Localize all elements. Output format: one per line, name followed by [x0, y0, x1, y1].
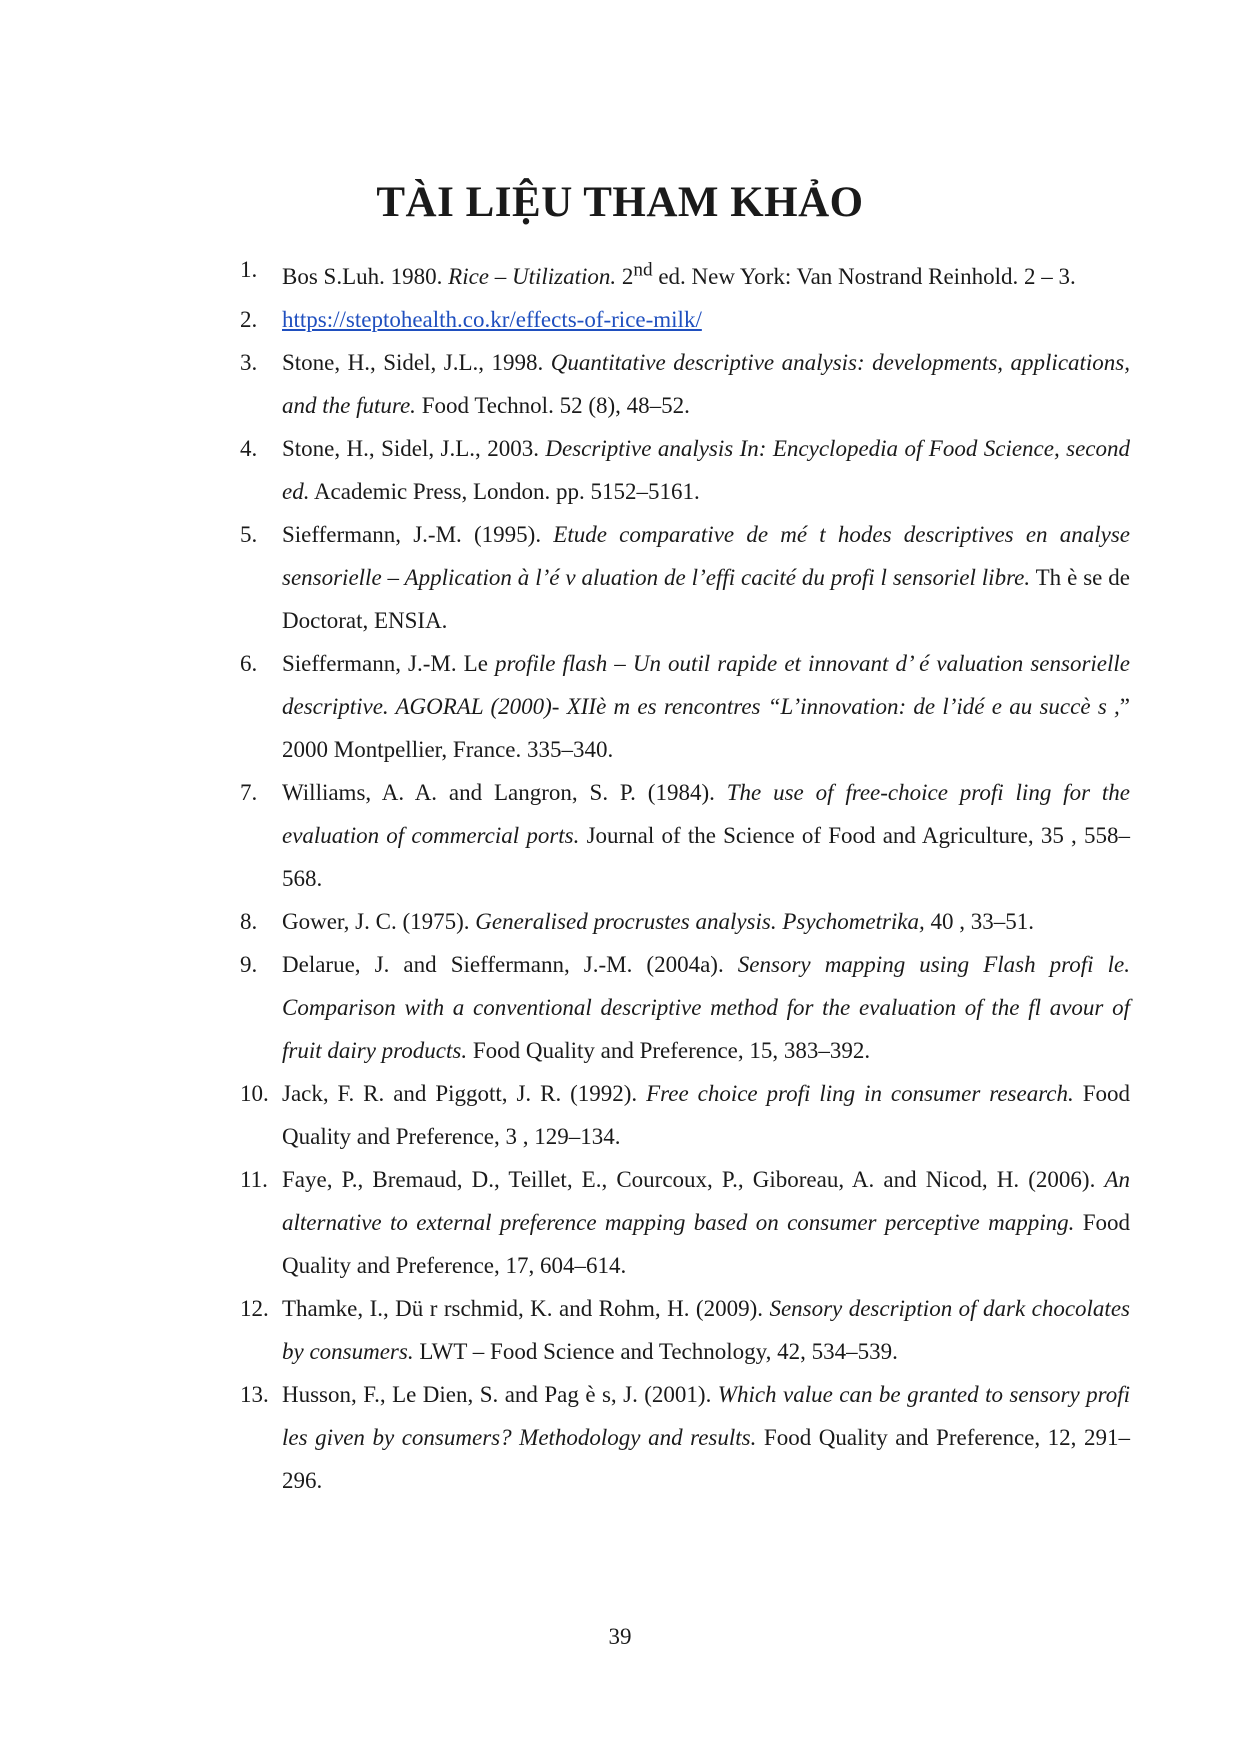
reference-segment: Th è se de Doctorat, ENSIA.	[282, 564, 1130, 633]
reference-title: Etude comparative de mé t hodes descriptives en analyse sensorielle – Application à l’é v aluation de l’effi cacité du profi l sensoriel libre.	[282, 521, 1130, 590]
reference-text	[282, 307, 702, 332]
reference-segment: Stone, H., Sidel, J.L., 2003.	[282, 435, 546, 461]
reference-title: Which value can be granted to sensory profi les given by consumers? Methodology and results.	[282, 1381, 1131, 1450]
reference-segment: ed. New York: Van Nostrand Reinhold. 2 – 3.	[652, 263, 1076, 289]
reference-item	[240, 427, 1130, 513]
reference-segment: Jack, F. R. and Piggott, J. R. (1992).	[282, 1080, 647, 1106]
reference-text	[282, 1167, 1130, 1278]
reference-segment: Gower, J. C. (1975).	[282, 908, 476, 934]
reference-link[interactable]: https://steptohealth.co.kr/effects-of-rice-milk/	[282, 306, 702, 332]
reference-number: 7.	[240, 779, 258, 805]
reference-number: 5.	[240, 521, 258, 547]
reference-number: 2.	[240, 306, 258, 332]
reference-item	[240, 341, 1130, 427]
reference-segment: Sieffermann, J.-M. (1995).	[282, 521, 554, 547]
reference-segment: Food Quality and Preference, 12, 291–296.	[282, 1424, 1130, 1493]
reference-item	[240, 248, 1130, 298]
reference-number: 1.	[240, 257, 258, 282]
superscript-text: nd	[633, 259, 653, 280]
page-title: TÀI LIỆU THAM KHẢO	[376, 179, 864, 226]
page-number: 39	[608, 1624, 632, 1649]
reference-item	[240, 1158, 1130, 1287]
reference-title: Generalised procrustes analysis. Psychometrika,	[475, 908, 925, 934]
reference-text	[282, 436, 1130, 504]
reference-title: Sensory description of dark chocolates by consumers.	[282, 1295, 1130, 1364]
reference-item	[240, 1373, 1130, 1502]
reference-list	[240, 248, 1130, 1502]
reference-number: 4.	[240, 435, 258, 461]
reference-item	[240, 771, 1130, 900]
reference-title: Quantitative descriptive analysis: developments, applications, and the future.	[282, 349, 1131, 418]
reference-number: 12.	[240, 1295, 269, 1321]
reference-segment: Thamke, I., Dü r rschmid, K. and Rohm, H. (2009).	[282, 1295, 770, 1321]
reference-number: 10.	[240, 1080, 269, 1106]
reference-segment: ” 2000 Montpellier, France. 335–340.	[282, 693, 1130, 762]
reference-segment: Husson, F., Le Dien, S. and Pag è s, J. (2001).	[282, 1381, 718, 1407]
reference-segment: Food Quality and Preference, 3 , 129–134.	[282, 1080, 1131, 1149]
reference-title: profile flash – Un outil rapide et innovant d’ é valuation sensorielle descriptive. AGORAL (2000)- XIIè m es rencontres “L’innovation: de l’idé e au succè s ,	[282, 650, 1130, 719]
reference-number: 11.	[240, 1166, 268, 1192]
reference-segment: Delarue, J. and Sieffermann, J.-M. (2004a).	[282, 951, 738, 977]
reference-segment: Food Technol. 52 (8), 48–52.	[415, 392, 690, 418]
reference-title: The use of free-choice profi ling for the evaluation of commercial ports.	[282, 779, 1130, 848]
reference-segment: Sieffermann, J.-M. Le	[282, 650, 495, 676]
reference-title: Sensory mapping using Flash profi le. Comparison with a conventional descriptive method for the evaluation of the fl avour of fruit dairy products.	[282, 951, 1130, 1063]
reference-title: An alternative to external preference mapping based on consumer perceptive mapping.	[282, 1166, 1130, 1235]
reference-segment: Journal of the Science of Food and Agriculture, 35 , 558–568.	[282, 822, 1130, 891]
reference-segment: Williams, A. A. and Langron, S. P. (1984).	[282, 779, 727, 805]
reference-text	[282, 259, 1076, 289]
reference-number: 8.	[240, 908, 258, 934]
reference-text	[282, 780, 1130, 891]
reference-segment: Food Quality and Preference, 17, 604–614.	[282, 1209, 1130, 1278]
reference-segment: Faye, P., Bremaud, D., Teillet, E., Courcoux, P., Giboreau, A. and Nicod, H. (2006).	[282, 1166, 1105, 1192]
reference-text	[282, 952, 1130, 1063]
reference-text	[282, 1382, 1130, 1493]
reference-number: 6.	[240, 650, 258, 676]
reference-text	[282, 1296, 1130, 1364]
reference-segment: Bos S.Luh. 1980.	[282, 263, 449, 289]
reference-segment: Academic Press, London. pp. 5152–5161.	[309, 478, 700, 504]
reference-number: 9.	[240, 951, 258, 977]
reference-item	[240, 943, 1130, 1072]
reference-text	[282, 350, 1130, 418]
reference-text	[282, 1081, 1130, 1149]
reference-segment: Food Quality and Preference, 15, 383–392.	[467, 1037, 871, 1063]
reference-text	[282, 651, 1130, 762]
reference-item	[240, 1287, 1130, 1373]
reference-text	[282, 909, 1034, 934]
reference-text	[282, 522, 1130, 633]
reference-item	[240, 298, 1130, 341]
reference-item	[240, 900, 1130, 943]
reference-segment: LWT – Food Science and Technology, 42, 534–539.	[413, 1338, 898, 1364]
reference-segment: 2	[616, 263, 634, 289]
reference-title: Rice – Utilization.	[448, 263, 617, 289]
reference-number: 3.	[240, 349, 258, 375]
reference-item	[240, 1072, 1130, 1158]
reference-title: Descriptive analysis In: Encyclopedia of Food Science, second ed.	[282, 435, 1131, 504]
reference-item	[240, 642, 1130, 771]
reference-title: Free choice profi ling in consumer research.	[646, 1080, 1074, 1106]
reference-item	[240, 513, 1130, 642]
reference-segment: 40 , 33–51.	[924, 908, 1035, 934]
reference-number: 13.	[240, 1381, 269, 1407]
reference-segment: Stone, H., Sidel, J.L., 1998.	[282, 349, 551, 375]
